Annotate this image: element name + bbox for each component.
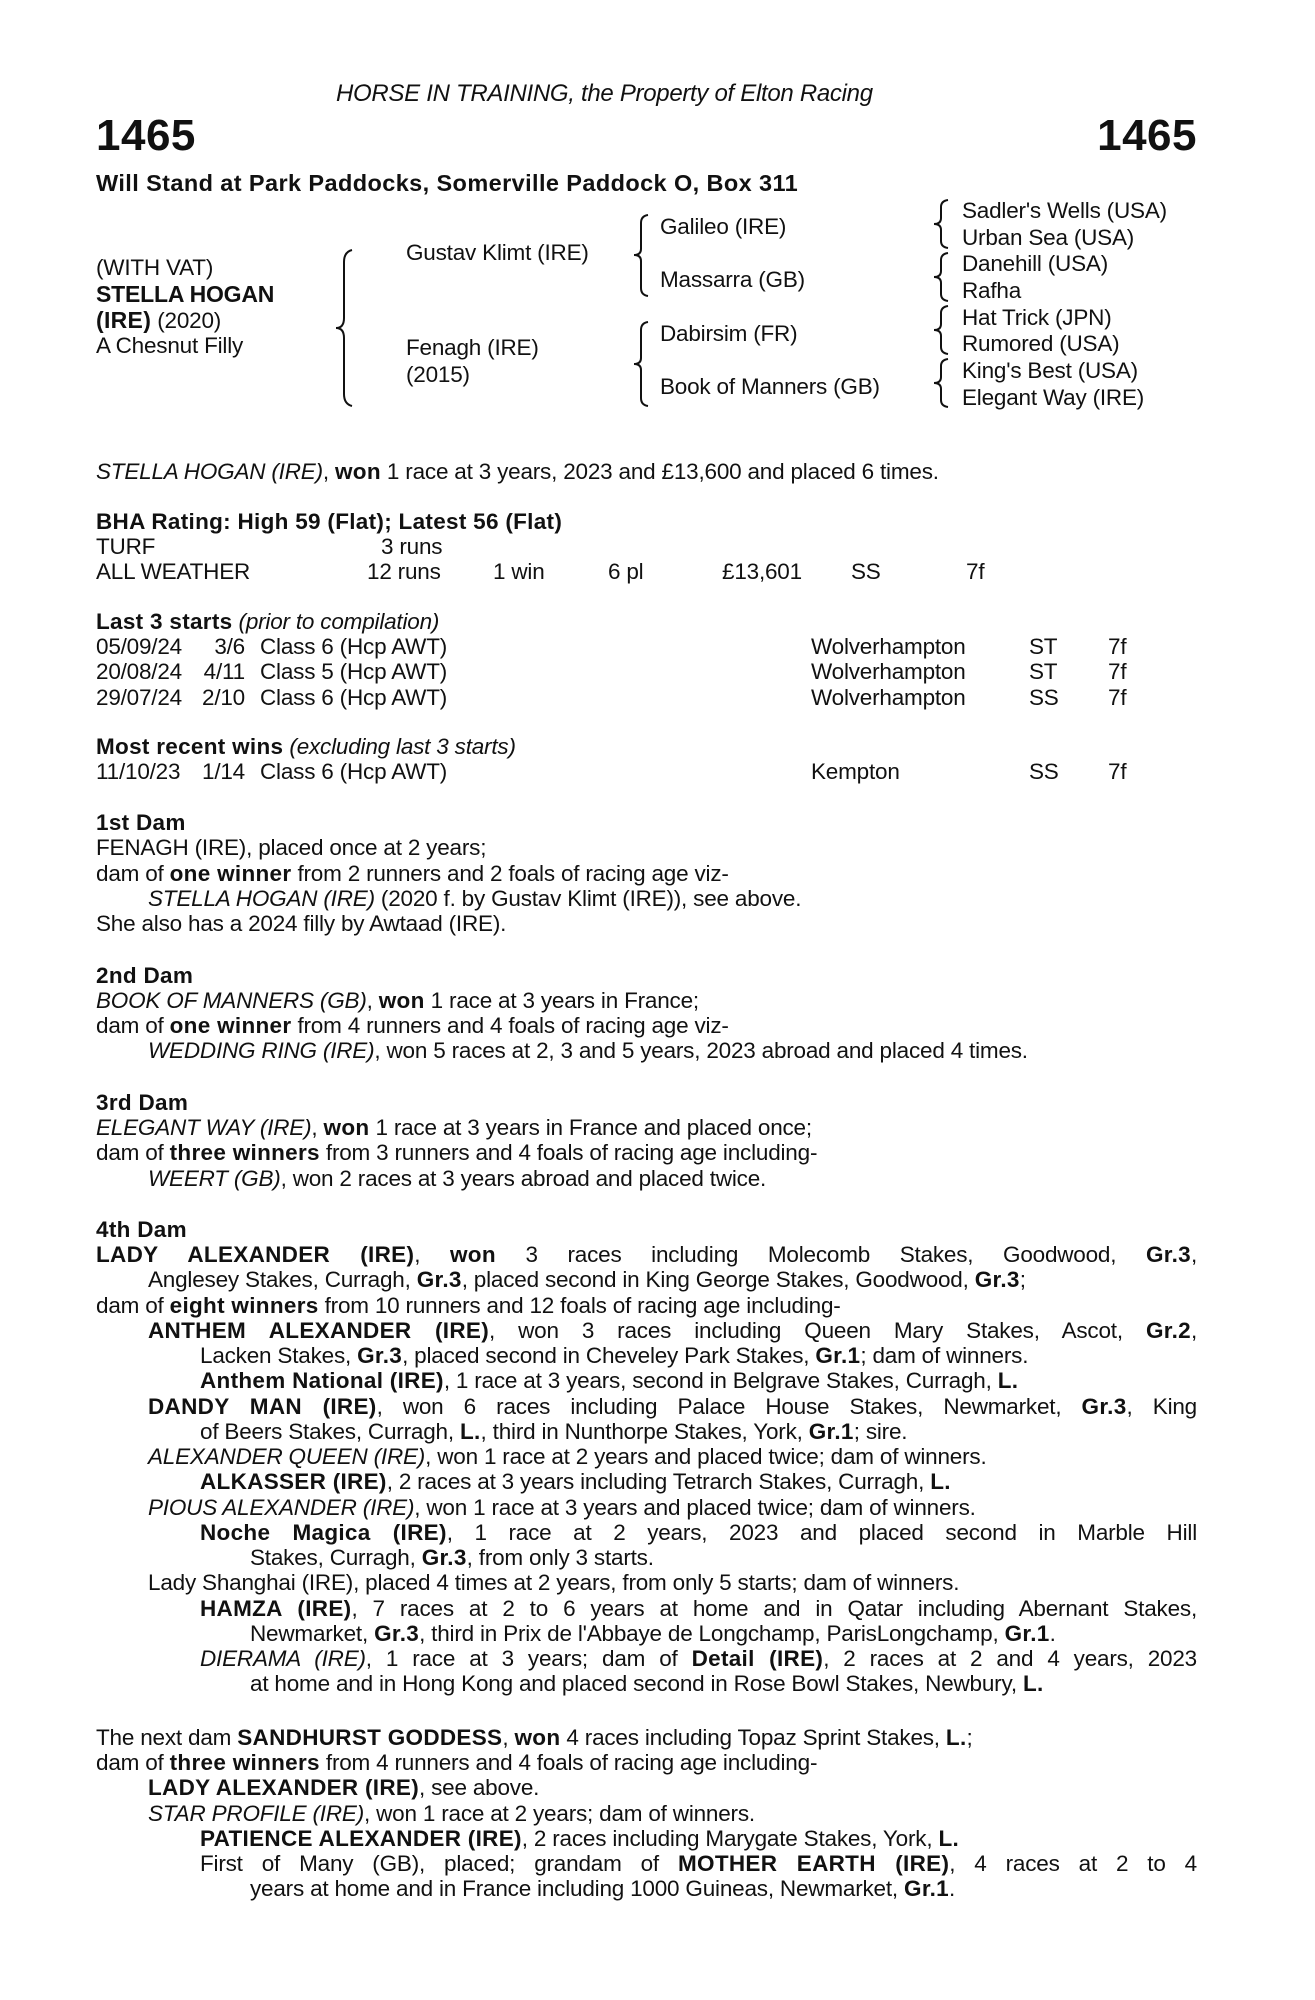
summary-horse-name: STELLA HOGAN (IRE) [96, 459, 323, 484]
progeny-name: PIOUS ALEXANDER (IRE) [148, 1495, 415, 1520]
text: ; sire. [853, 1419, 908, 1444]
winners-count: one winner [169, 861, 292, 886]
grade: Gr.3 [421, 1545, 467, 1570]
last-starts-note: (prior to compilation) [238, 609, 440, 634]
dam1-line [96, 861, 729, 887]
dam4-line [200, 1343, 1028, 1369]
pedigree-brace-main [330, 248, 360, 408]
race-date: 20/08/24 [96, 659, 182, 685]
text: (2020 f. by Gustav Klimt (IRE)), see above. [374, 886, 802, 911]
progeny-name: PATIENCE ALEXANDER (IRE) [200, 1826, 522, 1851]
dam4-line [200, 1596, 1197, 1622]
dam4-line [200, 1469, 951, 1495]
text: , won 1 race at 2 years and placed twice; dam of winners. [425, 1444, 987, 1469]
grade: Gr.1 [815, 1343, 861, 1368]
pedigree-g3-1: Sadler's Wells (USA) [962, 198, 1167, 223]
grade: L. [930, 1469, 951, 1494]
grade: Gr.1 [1004, 1621, 1050, 1646]
recent-wins-note: (excluding last 3 starts) [289, 734, 516, 759]
lot-number-right: 1465 [1097, 111, 1197, 160]
won: won [323, 1115, 370, 1140]
dam4-heading: 4th Dam [96, 1217, 187, 1242]
text: dam of [96, 861, 170, 886]
summary-won: won [334, 459, 381, 484]
text: First of Many (GB), placed; grandam of [200, 1851, 678, 1876]
text: ; [966, 1725, 973, 1750]
progeny-name: ALKASSER (IRE) [200, 1469, 387, 1494]
last-starts-title: Last 3 starts [96, 609, 233, 634]
race-date: 11/10/23 [96, 759, 181, 784]
text: 1 race at 3 years in France and placed once; [369, 1115, 812, 1140]
text: , [502, 1725, 515, 1750]
race-going: ST [1029, 634, 1058, 659]
race-class: Class 6 (Hcp AWT) [260, 759, 448, 784]
rating-runs: 3 runs [381, 534, 443, 559]
text: , [1190, 1242, 1198, 1267]
grade: Gr.3 [1145, 1242, 1191, 1267]
grade: Gr.3 [416, 1267, 462, 1292]
text: , won 1 race at 3 years and placed twice; dam of winners. [414, 1495, 976, 1520]
race-course: Wolverhampton [811, 634, 966, 659]
text: dam of [96, 1140, 170, 1165]
vat-note: (WITH VAT) [96, 255, 214, 280]
text: , 2 races at 3 years including Tetrarch Stakes, Curragh, [386, 1469, 931, 1494]
race-course: Wolverhampton [811, 684, 966, 710]
race-distance: 7f [1108, 684, 1127, 710]
race-going: SS [1029, 759, 1059, 784]
pedigree-g3-4: Rafha [962, 278, 1022, 303]
horse-country-year [96, 307, 221, 334]
rating-distance: 7f [966, 559, 985, 584]
text: , [414, 1242, 450, 1267]
dam3-heading: 3rd Dam [96, 1090, 189, 1115]
pedigree-dam: Fenagh (IRE) [406, 335, 539, 360]
dam4-line [200, 1646, 1197, 1672]
text: , from only 3 starts. [466, 1545, 654, 1570]
progeny-name: Anthem National (IRE) [200, 1368, 444, 1393]
progeny-name: Detail (IRE) [691, 1646, 824, 1671]
text: from 4 runners and 4 foals of racing age viz- [291, 1013, 729, 1038]
next-dam-line [96, 1725, 973, 1751]
bha-rating-heading: BHA Rating: High 59 (Flat); Latest 56 (Flat) [96, 509, 563, 534]
dam1-line: FENAGH (IRE), placed once at 2 years; [96, 835, 487, 860]
dam-name: ELEGANT WAY (IRE) [96, 1115, 312, 1140]
dam1-heading: 1st Dam [96, 810, 186, 835]
dam4-line [148, 1318, 1197, 1344]
lot-number-left: 1465 [96, 111, 196, 160]
grade: Gr.1 [904, 1876, 949, 1901]
next-dam-line [148, 1801, 755, 1827]
dam2-heading: 2nd Dam [96, 963, 194, 988]
grade: L. [938, 1826, 960, 1851]
dam4-line [148, 1267, 1026, 1293]
progeny-name: LADY ALEXANDER (IRE) [148, 1775, 420, 1800]
dam1-line [148, 886, 801, 912]
text: Newmarket, [250, 1621, 375, 1646]
text: ; dam of winners. [860, 1343, 1029, 1368]
text: , 2 races including Marygate Stakes, York, [521, 1826, 939, 1851]
winners-count: three winners [169, 1750, 320, 1775]
dam4-line [200, 1368, 1018, 1394]
next-dam-line [96, 1750, 817, 1776]
text: from 4 runners and 4 foals of racing age including- [319, 1750, 818, 1775]
text: , won 1 race at 2 years; dam of winners. [364, 1801, 755, 1826]
text: , placed second in King George Stakes, Goodwood, [461, 1267, 975, 1292]
winners-count: eight winners [169, 1293, 319, 1318]
rating-wins: 1 win [493, 559, 545, 584]
race-going: SS [1029, 684, 1059, 710]
text: 3 races including Molecomb Stakes, Goodwood, [495, 1242, 1146, 1267]
text: , 1 race at 3 years; dam of [365, 1646, 692, 1671]
won: won [514, 1725, 561, 1750]
pedigree-brace-g3-1 [930, 198, 952, 250]
won: won [378, 988, 425, 1013]
text: The next dam [96, 1725, 238, 1750]
pedigree-brace-g3-4 [930, 357, 952, 409]
race-distance: 7f [1108, 634, 1127, 659]
horse-description: A Chesnut Filly [96, 333, 244, 358]
dam4-line [200, 1419, 907, 1445]
dam-name: BOOK OF MANNERS (GB) [96, 988, 367, 1013]
pedigree-sire: Gustav Klimt (IRE) [406, 240, 589, 265]
text: Anglesey Stakes, Curragh, [148, 1267, 417, 1292]
race-course: Wolverhampton [811, 659, 966, 685]
won: won [449, 1242, 496, 1267]
text: 1 race at 3 years in France; [424, 988, 699, 1013]
race-summary: STELLA HOGAN (IRE), won 1 race at 3 years, 2023 and £13,600 and placed 6 times. [96, 459, 939, 484]
text: , 2 races at 2 and 4 years, 2023 [823, 1646, 1197, 1671]
progeny-name: DIERAMA (IRE) [200, 1646, 366, 1671]
text: Lacken Stakes, [200, 1343, 358, 1368]
race-class: Class 6 (Hcp AWT) [260, 684, 448, 710]
progeny-name: WEERT (GB) [148, 1166, 281, 1191]
dam4-line [148, 1495, 976, 1521]
horse-country: (IRE) [96, 307, 152, 333]
grade: Gr.3 [974, 1267, 1020, 1292]
pedigree-dam-sire: Dabirsim (FR) [660, 321, 798, 346]
text: from 2 runners and 2 foals of racing age viz- [291, 861, 729, 886]
pedigree-brace-dam [630, 320, 652, 408]
grade: Gr.2 [1145, 1318, 1191, 1343]
text: , [366, 988, 379, 1013]
text: , 1 race at 2 years, 2023 and placed second in Marble Hill [446, 1520, 1197, 1545]
race-class: Class 6 (Hcp AWT) [260, 634, 448, 659]
race-class: Class 5 (Hcp AWT) [260, 659, 448, 685]
pedigree-g3-8: Elegant Way (IRE) [962, 385, 1145, 410]
pedigree-sire-sire: Galileo (IRE) [660, 214, 787, 239]
text: of Beers Stakes, Curragh, [200, 1419, 460, 1444]
text: , third in Nunthorpe Stakes, York, [480, 1419, 809, 1444]
text: , [311, 1115, 324, 1140]
grade: L. [997, 1368, 1019, 1393]
text: dam of [96, 1750, 170, 1775]
text: at home and in Hong Kong and placed second in Rose Bowl Stakes, Newbury, [250, 1671, 1023, 1696]
catalogue-header: HORSE IN TRAINING, the Property of Elton Racing [336, 80, 873, 107]
rating-placed: 6 pl [608, 559, 644, 584]
text: dam of [96, 1013, 170, 1038]
dam4-line [200, 1520, 1197, 1546]
dam4-line [148, 1444, 987, 1470]
horse-year: (2020) [157, 308, 222, 333]
pedigree-brace-g3-3 [930, 304, 952, 356]
dam2-line [96, 1013, 729, 1039]
progeny-name: HAMZA (IRE) [200, 1596, 352, 1621]
winners-count: three winners [169, 1140, 320, 1165]
grade: Gr.1 [808, 1419, 854, 1444]
next-dam-line [148, 1775, 539, 1801]
text: , 4 races at 2 to 4 [949, 1851, 1197, 1876]
dam4-line [148, 1394, 1197, 1420]
race-distance: 7f [1108, 659, 1127, 685]
last-starts-heading [96, 609, 439, 635]
dam3-line [148, 1166, 766, 1192]
race-going: ST [1029, 659, 1058, 685]
horse-name: STELLA HOGAN [96, 281, 275, 307]
dam4-line [250, 1545, 654, 1571]
recent-wins-title: Most recent wins [96, 734, 284, 759]
progeny-name: MOTHER EARTH (IRE) [677, 1851, 950, 1876]
text: , won 6 races including Palace House Stakes, Newmarket, [376, 1394, 1082, 1419]
race-position: 1/14 [202, 759, 245, 784]
race-position: 2/10 [202, 684, 245, 710]
dam3-line [96, 1115, 812, 1141]
text: from 3 runners and 4 foals of racing age including- [319, 1140, 818, 1165]
rating-surface: ALL WEATHER [96, 559, 251, 584]
grade: L. [459, 1419, 481, 1444]
text: 4 races including Topaz Sprint Stakes, [560, 1725, 946, 1750]
race-date: 05/09/24 [96, 634, 182, 659]
text: , third in Prix de l'Abbaye de Longchamp, ParisLongchamp, [419, 1621, 1005, 1646]
next-dam-line [200, 1826, 959, 1852]
winners-count: one winner [169, 1013, 292, 1038]
summary-text: 1 race at 3 years, 2023 and £13,600 and placed 6 times. [380, 459, 939, 484]
pedigree-g3-5: Hat Trick (JPN) [962, 305, 1112, 330]
rating-surface: TURF [96, 534, 156, 559]
text: ; [1019, 1267, 1026, 1292]
grade: L. [1022, 1671, 1044, 1696]
dam1-line: She also has a 2024 filly by Awtaad (IRE). [96, 911, 507, 936]
text: . [949, 1876, 956, 1901]
grade: Gr.3 [1081, 1394, 1127, 1419]
progeny-name: STAR PROFILE (IRE) [148, 1801, 365, 1826]
text: , King [1126, 1394, 1197, 1419]
grade: Gr.3 [357, 1343, 403, 1368]
grade: L. [945, 1725, 967, 1750]
text: Stakes, Curragh, [250, 1545, 422, 1570]
pedigree-dam-year: (2015) [406, 362, 470, 387]
pedigree-dam-dam: Book of Manners (GB) [660, 374, 880, 399]
next-dam-line [250, 1876, 955, 1902]
pedigree-g3-2: Urban Sea (USA) [962, 225, 1135, 250]
progeny-name: WEDDING RING (IRE) [148, 1038, 375, 1063]
rating-going: SS [851, 559, 881, 584]
text: , won 3 races including Queen Mary Stakes, Ascot, [489, 1318, 1146, 1343]
dam4-line [250, 1621, 1056, 1647]
dam3-line [96, 1140, 817, 1166]
progeny-name: Noche Magica (IRE) [200, 1520, 447, 1545]
recent-wins-heading [96, 734, 516, 760]
dam4-line: Lady Shanghai (IRE), placed 4 times at 2 years, from only 5 starts; dam of winners. [148, 1570, 960, 1595]
pedigree-g3-7: King's Best (USA) [962, 358, 1138, 383]
text: , won 5 races at 2, 3 and 5 years, 2023 abroad and placed 4 times. [374, 1038, 1028, 1063]
progeny-name: STELLA HOGAN (IRE) [148, 886, 375, 911]
dam2-line [96, 988, 699, 1014]
text: . [1049, 1621, 1056, 1646]
rating-runs: 12 runs [367, 559, 441, 584]
stabling-location: Will Stand at Park Paddocks, Somerville Paddock O, Box 311 [96, 170, 799, 196]
dam4-line [250, 1671, 1044, 1697]
race-position: 4/11 [203, 659, 245, 685]
progeny-name: ANTHEM ALEXANDER (IRE) [148, 1318, 489, 1343]
race-course: Kempton [811, 759, 900, 784]
dam2-line [148, 1038, 1028, 1064]
progeny-name: ALEXANDER QUEEN (IRE) [148, 1444, 426, 1469]
pedigree-g3-3: Danehill (USA) [962, 251, 1108, 276]
next-dam-line [200, 1851, 1197, 1877]
dam4-line [96, 1293, 841, 1319]
text: , 1 race at 3 years, second in Belgrave Stakes, Curragh, [443, 1368, 998, 1393]
text: from 10 runners and 12 foals of racing age including- [318, 1293, 841, 1318]
pedigree-g3-6: Rumored (USA) [962, 331, 1120, 356]
rating-prize: £13,601 [722, 559, 802, 584]
race-position: 3/6 [214, 634, 245, 659]
text: , [1190, 1318, 1197, 1343]
text: years at home and in France including 1000 Guineas, Newmarket, [250, 1876, 905, 1901]
race-distance: 7f [1108, 759, 1127, 784]
race-date: 29/07/24 [96, 684, 182, 710]
pedigree-brace-g3-2 [930, 251, 952, 303]
text: , 7 races at 2 to 6 years at home and in Qatar including Abernant Stakes, [351, 1596, 1198, 1621]
pedigree-sire-dam: Massarra (GB) [660, 267, 805, 292]
text: dam of [96, 1293, 170, 1318]
dam-name: LADY ALEXANDER (IRE) [96, 1242, 415, 1267]
text: , see above. [419, 1775, 540, 1800]
grade: Gr.3 [374, 1621, 420, 1646]
dam4-line [96, 1242, 1197, 1268]
text: , won 2 races at 3 years abroad and placed twice. [280, 1166, 767, 1191]
progeny-name: DANDY MAN (IRE) [148, 1394, 377, 1419]
pedigree-brace-sire [630, 213, 652, 298]
dam-name: SANDHURST GODDESS [237, 1725, 503, 1750]
text: , placed second in Cheveley Park Stakes, [402, 1343, 816, 1368]
